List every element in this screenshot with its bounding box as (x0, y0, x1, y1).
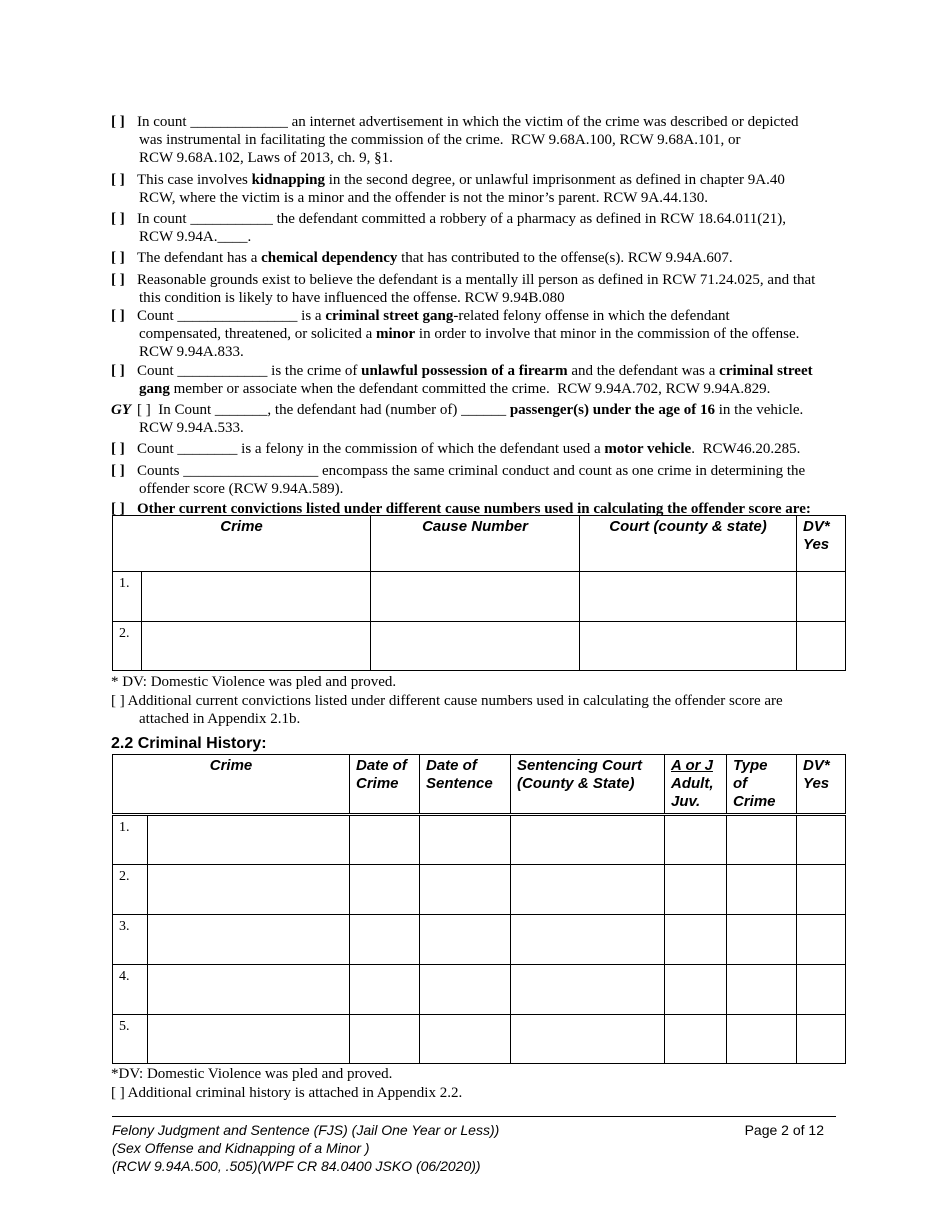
finding-item (111, 307, 841, 361)
col-crime: Crime (113, 755, 350, 815)
crime-cell[interactable] (142, 622, 371, 671)
col-court: Court (county & state) (580, 516, 797, 572)
finding-item (111, 362, 841, 398)
finding-text: Count ________________ is a criminal street gang-related felony offense in which the defendant compensated, threatened, or solicited a minor in order to involve that minor in the commission of the offense. RCW 9.94A.833. (137, 308, 800, 360)
additional-history: [ ] Additional criminal history is attached in Appendix 2.2. (111, 1085, 463, 1101)
page-footer (112, 1116, 836, 1175)
table-row: 2. (113, 865, 846, 915)
finding-text: [ ] In Count _______, the defendant had (number of) ______ passenger(s) under the age of 16 in the vehicle. RCW 9.94A.533. (137, 402, 804, 436)
finding-text: Other current convictions listed under different cause numbers used in calculating the offender score are: (137, 501, 811, 517)
col-dv: DV* Yes (797, 516, 846, 572)
finding-item (111, 462, 841, 498)
finding-item (111, 210, 841, 246)
checkbox[interactable]: [ ] (111, 114, 125, 130)
col-type-of-crime: Type of Crime (727, 755, 797, 815)
criminal-history-table (112, 754, 846, 1064)
finding-text: Count ____________ is the crime of unlawful possession of a firearm and the defendant was a criminal street gang member or associate when the defendant committed the crime. RCW 9.94A.702, RCW 9.94A.829. (137, 363, 813, 397)
checkbox[interactable]: [ ] (111, 363, 125, 379)
col-crime: Crime (113, 516, 371, 572)
col-dv: DV* Yes (797, 755, 846, 815)
footer-rcw: (RCW 9.94A.500, .505)(WPF CR 84.0400 JSKO (06/2020)) (112, 1158, 481, 1174)
col-adult-juv: A or J Adult, Juv. (665, 755, 727, 815)
current-convictions-table (112, 515, 846, 671)
table-row: 1. (113, 815, 846, 865)
col-date-of-crime: Date of Crime (350, 755, 420, 815)
col-date-of-sentence: Date of Sentence (420, 755, 511, 815)
finding-item (111, 113, 841, 167)
table-row: 3. (113, 915, 846, 965)
table-row: 4. (113, 965, 846, 1015)
finding-text: Counts __________________ encompass the same criminal conduct and count as one crime in determining the offender score (RCW 9.94A.589). (137, 463, 806, 497)
gy-label: GY (111, 402, 131, 418)
table-row: 5. (113, 1015, 846, 1064)
finding-text: In count ___________ the defendant committed a robbery of a pharmacy as defined in RCW 18.64.011(21), RCW 9.94A.____. (137, 211, 786, 245)
footer-title: Felony Judgment and Sentence (FJS) (Jail One Year or Less)) (112, 1122, 500, 1138)
checkbox[interactable]: [ ] (111, 272, 125, 288)
checkbox[interactable]: [ ] (111, 308, 125, 324)
col-sentencing-court: Sentencing Court (County & State) (511, 755, 665, 815)
table-row: 2. (113, 622, 846, 671)
finding-text: In count _____________ an internet advertisement in which the victim of the crime was described or depicted was instrumental in facilitating the commission of the crime. RCW 9.68A.100, RCW 9.68A.101, or RCW 9.68A.102, Laws of 2013, ch. 9, §1. (137, 114, 799, 166)
finding-text: Reasonable grounds exist to believe the defendant is a mentally ill person as defined in RCW 71.24.025, and that this condition is likely to have influenced the offense. RCW 9.94B.080 (137, 272, 816, 306)
additional-convictions: [ ] Additional current convictions listed under different cause numbers used in calculating the offender score are attached in Appendix 2.1b. (111, 693, 783, 727)
finding-text: The defendant has a chemical dependency that has contributed to the offense(s). RCW 9.94A.607. (137, 250, 733, 266)
finding-item (111, 271, 841, 307)
checkbox[interactable]: [ ] (111, 501, 125, 517)
page-number: Page 2 of 12 (744, 1122, 824, 1138)
criminal-history-heading: 2.2 Criminal History: (111, 735, 267, 752)
crime-cell[interactable] (142, 572, 371, 622)
dv-note: *DV: Domestic Violence was pled and proved. (111, 1066, 393, 1082)
finding-item (111, 440, 841, 458)
table-row: 1. (113, 572, 846, 622)
checkbox[interactable]: [ ] (111, 250, 125, 266)
checkbox[interactable]: [ ] (111, 441, 125, 457)
finding-item (111, 171, 841, 207)
dv-note: * DV: Domestic Violence was pled and proved. (111, 674, 397, 690)
finding-text: This case involves kidnapping in the second degree, or unlawful imprisonment as defined in chapter 9A.40 RCW, where the victim is a minor and the offender is not the minor’s parent. RCW 9A.44.130. (137, 172, 785, 206)
checkbox[interactable]: [ ] (111, 463, 125, 479)
footer-subtitle: (Sex Offense and Kidnapping of a Minor ) (112, 1140, 370, 1156)
finding-item (111, 249, 841, 267)
checkbox[interactable]: [ ] (111, 172, 125, 188)
finding-item (111, 401, 841, 437)
finding-text: Count ________ is a felony in the commission of which the defendant used a motor vehicle. RCW46.20.285. (137, 441, 801, 457)
col-cause-number: Cause Number (371, 516, 580, 572)
checkbox[interactable]: [ ] (111, 211, 125, 227)
